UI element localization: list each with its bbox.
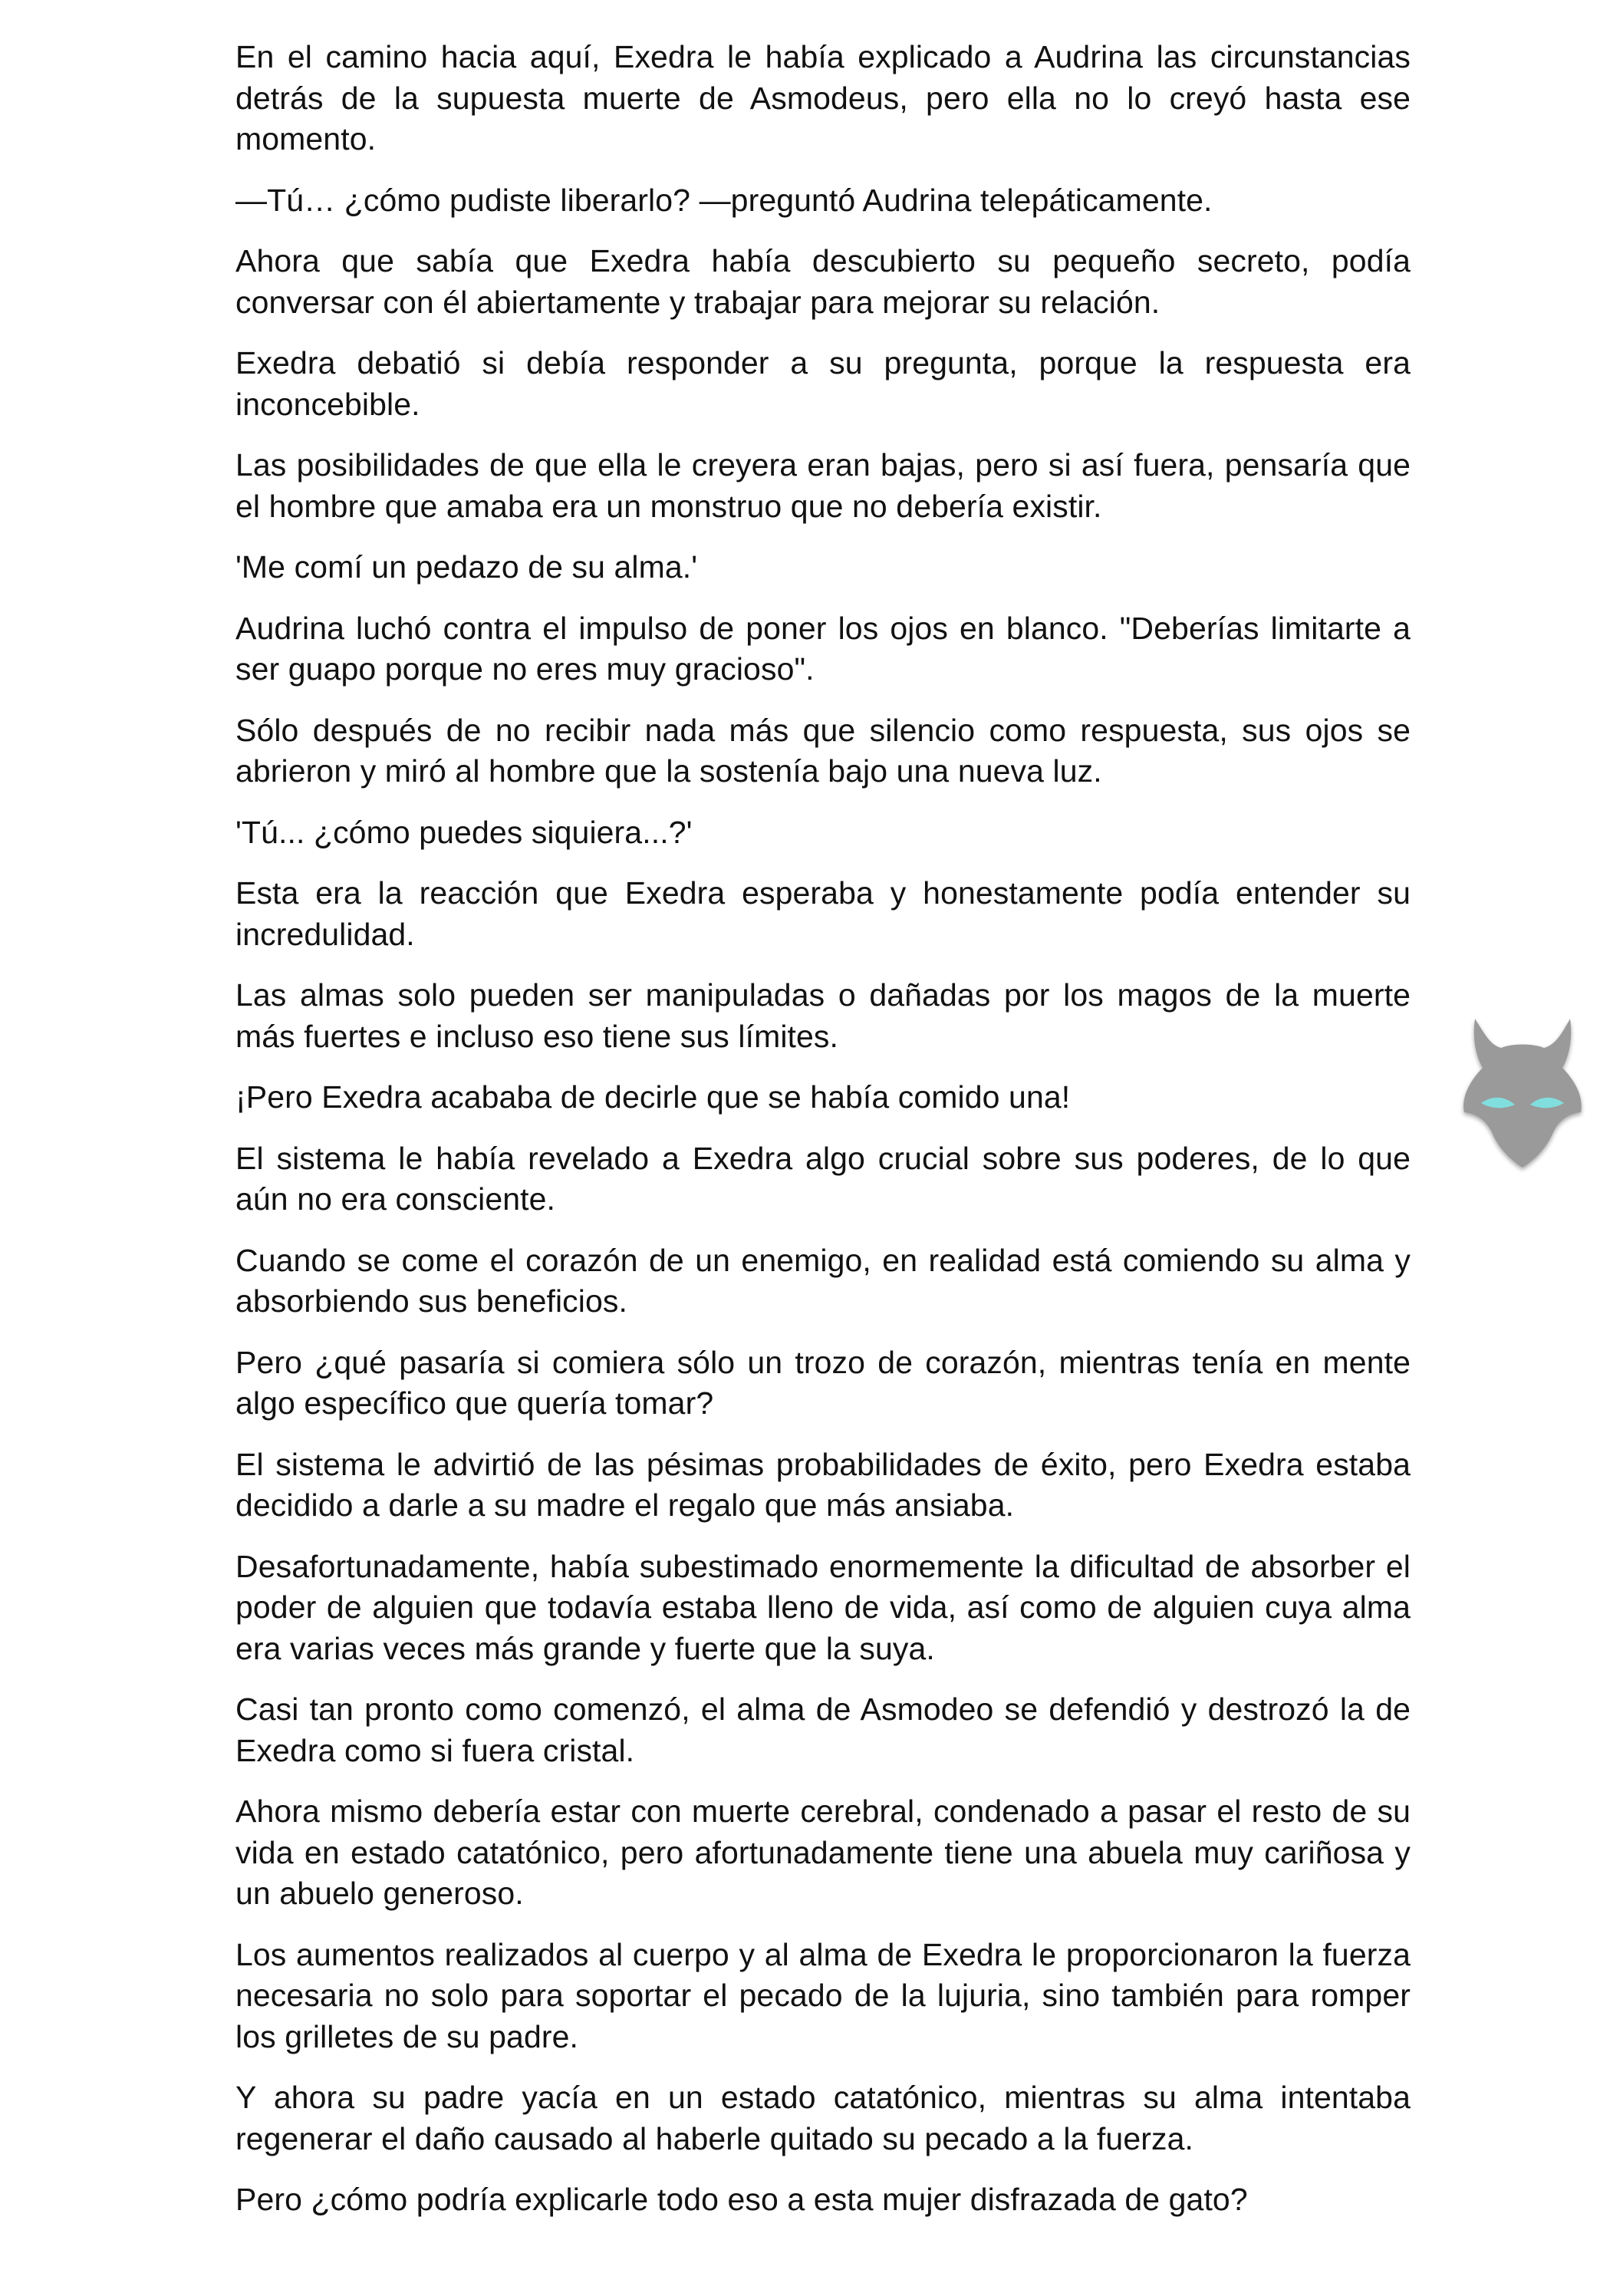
paragraph: Y ahora su padre yacía en un estado catatónico, mientras su alma intentaba regenerar el daño causado al haberle quitado su pecado a la fuerza. — [235, 2080, 1411, 2156]
paragraph: Pero ¿qué pasaría si comiera sólo un trozo de corazón, mientras tenía en mente algo específico que quería tomar? — [235, 1344, 1411, 1421]
demon-head-icon — [1446, 997, 1599, 1174]
paragraph: Los aumentos realizados al cuerpo y al alma de Exedra le proporcionaron la fuerza necesaria no solo para soportar el pecado de la lujuria, sino también para romper los grilletes de su padre. — [235, 1936, 1411, 2054]
paragraph: Desafortunadamente, había subestimado enormemente la dificultad de absorber el poder de alguien que todavía estaba lleno de vida, así como de alguien cuya alma era varias veces más grande y fuerte que la suya. — [235, 1548, 1411, 1666]
paragraph: 'Tú... ¿cómo puedes siquiera...?' — [235, 814, 693, 850]
paragraph: Audrina luchó contra el impulso de poner los ojos en blanco. "Deberías limitarte a ser guapo porque no eres muy gracioso". — [235, 610, 1411, 687]
paragraph: Sólo después de no recibir nada más que silencio como respuesta, sus ojos se abrieron y miró al hombre que la sostenía bajo una nueva luz. — [235, 712, 1411, 789]
paragraph: —Tú… ¿cómo pudiste liberarlo? —preguntó Audrina telepáticamente. — [235, 182, 1213, 218]
paragraph: Pero ¿cómo podría explicarle todo eso a esta mujer disfrazada de gato? — [235, 2182, 1248, 2217]
paragraph: El sistema le advirtió de las pésimas probabilidades de éxito, pero Exedra estaba decidido a darle a su madre el regalo que más ansiaba. — [235, 1446, 1411, 1523]
paragraph: Casi tan pronto como comenzó, el alma de Asmodeo se defendió y destrozó la de Exedra como si fuera cristal. — [235, 1692, 1411, 1768]
body-text — [235, 37, 1411, 2241]
paragraph: ¡Pero Exedra acababa de decirle que se había comido una! — [235, 1079, 1071, 1115]
paragraph: Exedra debatió si debía responder a su pregunta, porque la respuesta era inconcebible. — [235, 345, 1411, 422]
paragraph: Ahora mismo debería estar con muerte cerebral, condenado a pasar el resto de su vida en estado catatónico, pero afortunadamente tiene una abuela muy cariñosa y un abuelo generoso. — [235, 1794, 1411, 1911]
paragraph: 'Me comí un pedazo de su alma.' — [235, 549, 698, 585]
paragraph: Cuando se come el corazón de un enemigo, en realidad está comiendo su alma y absorbiendo sus beneficios. — [235, 1242, 1411, 1319]
paragraph: En el camino hacia aquí, Exedra le había explicado a Audrina las circunstancias detrás de la supuesta muerte de Asmodeus, pero ella no lo creyó hasta ese momento. — [235, 39, 1411, 156]
paragraph: El sistema le había revelado a Exedra algo crucial sobre sus poderes, de lo que aún no era consciente. — [235, 1140, 1411, 1217]
paragraph: Las almas solo pueden ser manipuladas o dañadas por los magos de la muerte más fuertes e incluso eso tiene sus límites. — [235, 977, 1411, 1054]
paragraph: Ahora que sabía que Exedra había descubierto su pequeño secreto, podía conversar con él abiertamente y trabajar para mejorar su relación. — [235, 243, 1411, 320]
paragraph: Esta era la reacción que Exedra esperaba y honestamente podía entender su incredulidad. — [235, 875, 1411, 952]
paragraph: Las posibilidades de que ella le creyera eran bajas, pero si así fuera, pensaría que el hombre que amaba era un monstruo que no debería existir. — [235, 447, 1411, 524]
